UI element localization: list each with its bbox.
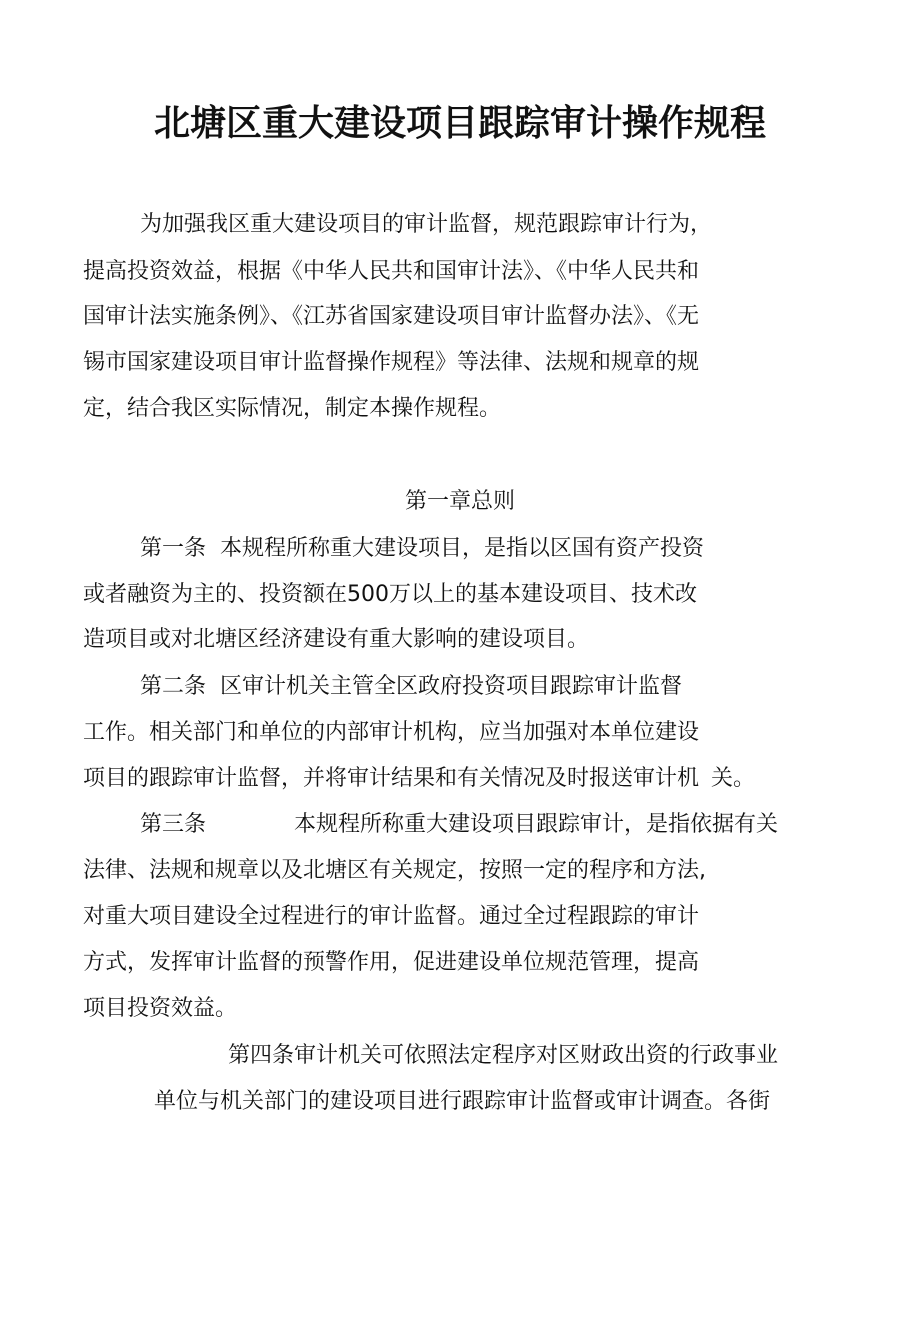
article-4-line: 第四条审计机关可依照法定程序对区财政出资的行政事业 (228, 1043, 779, 1068)
preamble-line: 定，结合我区实际情况，制定本操作规程。 (83, 396, 502, 421)
article-3-label: 第三条 (140, 812, 207, 837)
preamble-line: 国审计法实施条例》、《江苏省国家建设项目审计监督办法》、《无 (83, 304, 700, 329)
article-2-label: 第二条 (140, 674, 207, 699)
article-1-line: 或者融资为主的、投资额在500万以上的基本建设项目、技术改 (83, 582, 697, 607)
article-3-text: 本规程所称重大建设项目跟踪审计，是指依据有关 (294, 812, 779, 837)
article-1-line: 造项目或对北塘区经济建设有重大影响的建设项目。 (83, 627, 590, 652)
article-1-label: 第一条 (140, 536, 207, 561)
preamble-line: 提高投资效益，根据《中华人民共和国审计法》、《中华人民共和 (83, 259, 700, 284)
chapter-heading: 第一章总则 (404, 489, 515, 514)
article-2-line (83, 764, 755, 794)
article-2-line-text: 项目的跟踪审计监督，并将审计结果和有关情况及时报送审计机 (83, 766, 700, 791)
article-4-line: 单位与机关部门的建设项目进行跟踪审计监督或审计调查。各街 (154, 1089, 771, 1114)
article-2-text: 区审计机关主管全区政府投资项目跟踪审计监督 (220, 674, 683, 699)
article-3-line: 项目投资效益。 (83, 996, 238, 1021)
preamble-line: 锡市国家建设项目审计监督操作规程》等法律、法规和规章的规 (83, 350, 700, 375)
article-2-line: 工作。相关部门和单位的内部审计机构，应当加强对本单位建设 (83, 720, 700, 745)
page-title: 北塘区重大建设项目跟踪审计操作规程 (153, 103, 766, 144)
preamble-line: 为加强我区重大建设项目的审计监督，规范跟踪审计行为， (140, 212, 713, 237)
article-2-first-line (140, 672, 682, 702)
article-1-text: 本规程所称重大建设项目，是指以区国有资产投资 (220, 536, 705, 561)
article-3-line: 方式，发挥审计监督的预警作用，促进建设单位规范管理，提高 (83, 950, 700, 975)
article-2-line-end: 关。 (711, 766, 756, 791)
article-3-line: 法律、法规和规章以及北塘区有关规定，按照一定的程序和方法, (83, 858, 706, 883)
article-3-first-line (140, 810, 778, 840)
article-1-first-line (140, 534, 704, 564)
article-3-line: 对重大项目建设全过程进行的审计监督。通过全过程跟踪的审计 (83, 904, 700, 929)
